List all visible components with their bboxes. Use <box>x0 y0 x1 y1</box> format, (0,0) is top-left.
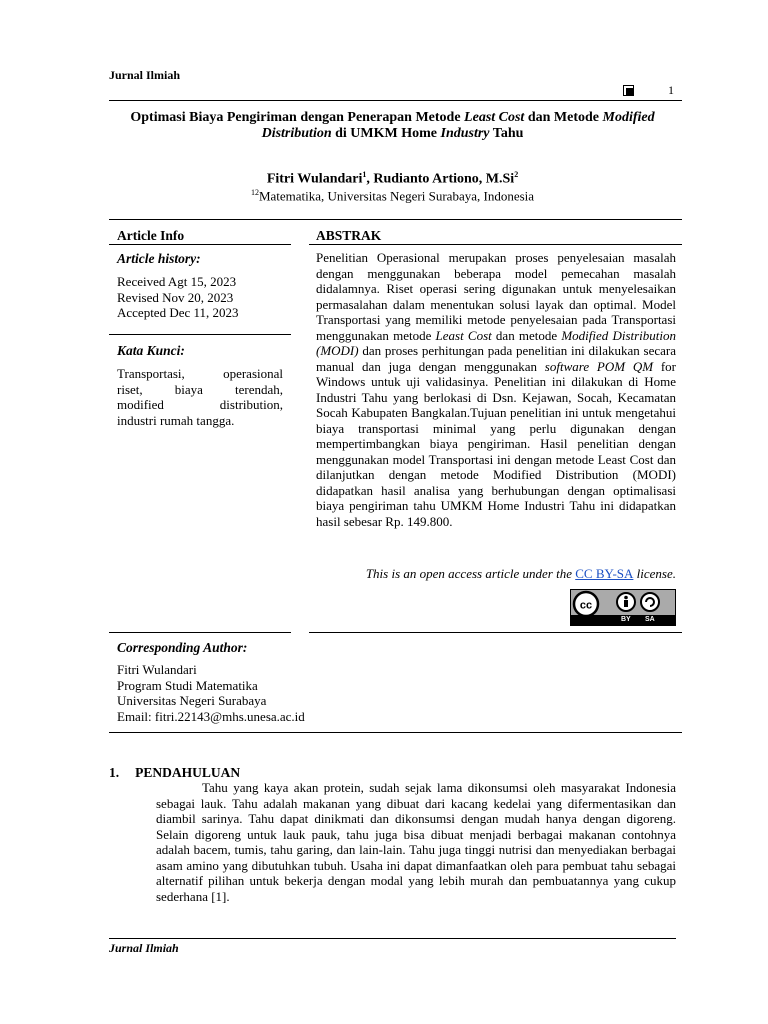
article-info-rule <box>109 244 291 245</box>
accepted-date: Accepted Dec 11, 2023 <box>117 305 239 320</box>
license-link[interactable]: CC BY-SA <box>575 566 634 581</box>
running-header: Jurnal Ilmiah <box>109 68 181 82</box>
corresponding-heading: Corresponding Author: <box>117 640 248 655</box>
corresponding-university: Universitas Negeri Surabaya <box>117 693 267 708</box>
square-icon <box>623 85 634 96</box>
page-number: 1 <box>668 83 674 97</box>
affiliation: $^{12}$Matematika, Universitas Negeri Surabaya, Indonesia <box>250 188 535 204</box>
cc-strip: BY SA <box>571 615 675 625</box>
corresponding-email: Email: fitri.22143@mhs.unesa.ac.id <box>117 708 305 724</box>
corresponding-details <box>117 662 305 724</box>
corresponding-name: Fitri Wulandari <box>117 662 197 677</box>
keywords-rule <box>109 334 291 335</box>
article-info-heading: Article Info <box>117 228 185 243</box>
article-history-heading: Article history: <box>117 251 201 266</box>
keywords: Transportasi, operasional riset, biaya terendah, modified distribution, industri rumah tangga. <box>117 366 283 428</box>
svg-text:cc: cc <box>579 599 593 612</box>
info-top-rule <box>109 219 682 220</box>
keywords-heading: Kata Kunci: <box>117 343 185 358</box>
paper-title: Optimasi Biaya Pengiriman dengan Penerapan Metode Least Cost dan Metode Modified Distribution di UMKM Home Industry Tahu <box>130 110 655 141</box>
cc-by-sa-badge <box>570 589 676 626</box>
corresponding-rule <box>109 632 291 633</box>
header-rule <box>109 100 682 101</box>
abstract-heading: ABSTRAK <box>316 228 382 243</box>
corresponding-program: Program Studi Matematika <box>117 677 258 693</box>
introduction-paragraph: Tahu yang kaya akan protein, sudah sejak lama dikonsumsi oleh masyarakat Indonesia sebagai lauk. Tahu adalah makanan yang dibuat dari kacang kedelai yang difermentasikan dan diambil sarinya. Tahu dapat dinikmati dan dikonsumsi dengan mudah hanya dengan digoreng. Selain digoreng untuk lauk pauk, tahu juga bisa dibuat menjadi berbagai makanan contohnya adalah bacem, tumis, tahu garing, dan lain-lain. Tahu juga tinggi nutrisi dan menyediakan berbagai asam amino yang dibutuhkan tubuh. Usaha ini dapat dimanfaatkan oleh para pembuat tahu sebagai alternatif pilihan untuk bekerja dengan modal yang lebih murah dan pembuatannya yang cukup sederhana [1]. <box>156 780 676 904</box>
license-statement: This is an open access article under the CC BY-SA license. <box>365 566 676 581</box>
abstract-rule <box>309 244 682 245</box>
abstract-text: Penelitian Operasional merupakan proses penyelesaian masalah dengan menggunakan beberapa model pemecahan masalah didalamnya. Riset operasi sering digunakan untuk menyelesaikan permasalahan dalam menentukan solusi layak dan optimal. Model Transportasi yang memiliki metode penyelesaian pada Transportasi menggunakan metode Least Cost dan metode Modified Distribution (MODI) dan proses perhitungan pada penelitian ini dilakukan secara manual dan juga dengan menggunakan software POM QM for Windows untuk uji validasinya. Penelitian ini dilakukan di Home Industri Tahu yang berlokasi di Dsn. Kejawan, Socah, Kecamatan Socah Kabupaten Bangkalan.Tujuan penelitian ini untuk mengetahui biaya transportasi minimal yang perlu digunakan dengan mempertimbangkan biaya pengiriman. Hasil penelitian dengan menggunakan model Transportasi ini dengan metode Least Cost dan dilanjutkan dengan metode Modified Distribution (MODI) didapatkan hasil analisa yang berhubungan dengan optimalisasi biaya pengiriman tahu UMKM Home Industri Tahu ini didapatkan hasil sebesar Rp. 149.800. <box>316 250 677 529</box>
info-bottom-rule <box>109 732 682 733</box>
article-history <box>117 274 239 321</box>
revised-date: Revised Nov 20, 2023 <box>117 289 234 305</box>
running-footer: Jurnal Ilmiah <box>109 941 179 955</box>
footer-rule <box>109 938 676 939</box>
abstract-bottom-rule <box>309 632 682 633</box>
section-heading: 1. PENDAHULUAN <box>109 765 241 780</box>
author-list: Fitri Wulandari$^1$, Rudianto Artiono, M.Si$^2$ <box>266 170 519 187</box>
cc-icon <box>571 590 675 616</box>
received-date: Received Agt 15, 2023 <box>117 274 237 289</box>
